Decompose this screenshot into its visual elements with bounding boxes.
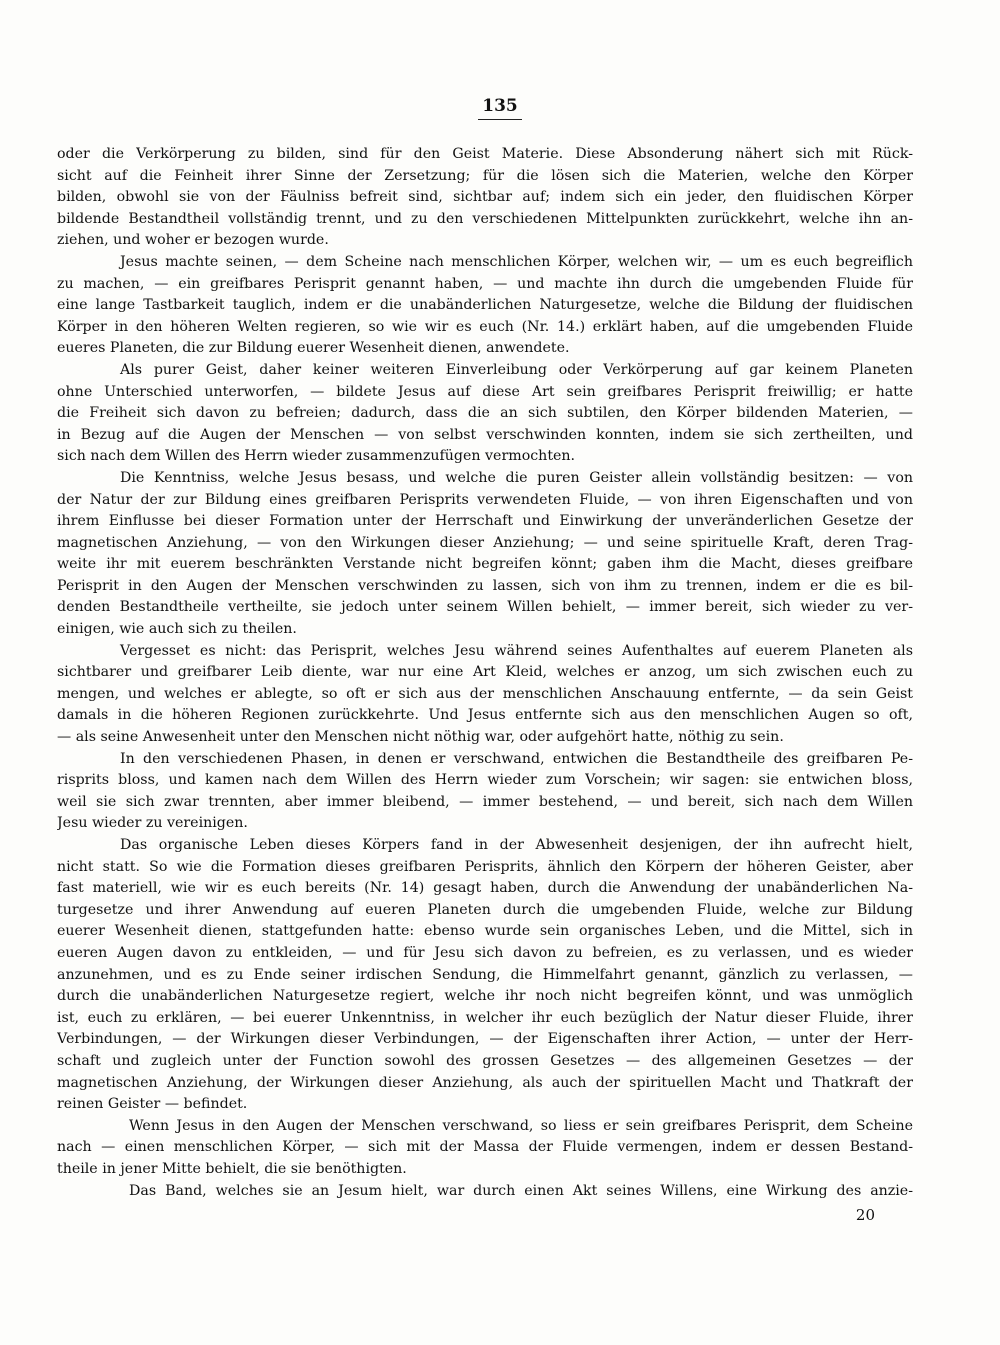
text-line: schaft und zugleich unter der Function sowohl des grossen Gesetzes — des allgemeinen Gesetzes — der (57, 1052, 913, 1069)
text-line: turgesetze und ihrer Anwendung auf eueren Planeten durch die umgebenden Fluide, welche zur Bildung (57, 901, 913, 918)
text-line: — als seine Anwesenheit unter den Menschen nicht nöthig war, oder aufgehört hatte, nöthig zu sein. (57, 729, 784, 746)
text-line: Die Kenntniss, welche Jesus besass, und welche die puren Geister allein vollständig besitzen: — von (120, 469, 913, 486)
text-line: Vergesset es nicht: das Perisprit, welches Jesu während seines Aufenthaltes auf euerem Planeten als (120, 642, 913, 659)
text-line: Perisprit in den Augen der Menschen verschwinden zu lassen, sich von ihm zu trennen, indem er die es bil- (57, 577, 913, 594)
text-line: euerer Wesenheit dienen, stattgefunden hatte: ebenso wurde sein organisches Leben, und die Mittel, sich in (57, 923, 913, 940)
text-line: nach — einen menschlichen Körper, — sich mit der Massa der Fluide vermengen, indem er dessen Bestand- (57, 1139, 913, 1156)
text-line: in Bezug auf die Augen der Menschen — von selbst verschwinden konnten, indem sie sich zertheilten, und (57, 426, 913, 443)
text-line: anzunehmen, und es zu Ende seiner irdischen Sendung, die Himmelfahrt genannt, gänzlich zu verlassen, — (57, 966, 913, 983)
text-line: mengen, und welches er ablegte, so oft er sich aus der menschlichen Anschauung entfernte, — da sein Geist (57, 685, 913, 702)
text-line: eueren Augen davon zu entkleiden, — und für Jesu sich davon zu befreien, es zu verlassen, und es wieder (57, 944, 913, 961)
text-line: risprits bloss, und kamen nach dem Willen des Herrn wieder zum Vorschein; wir sagen: sie entwichen bloss, (57, 772, 913, 789)
text-line: damals in die höheren Regionen zurückkehrte. Und Jesus entfernte sich aus den menschlichen Augen so oft, (57, 707, 913, 724)
text-line: ohne Unterschied unterworfen, — bildete Jesus auf diese Art sein greifbares Perisprit freiwillig; er hatte (57, 383, 913, 400)
text-line: theile in jener Mitte behielt, die sie benöthigten. (57, 1160, 407, 1177)
page-number (0, 96, 1000, 120)
text-line: einigen, wie auch sich zu theilen. (57, 621, 297, 638)
body-text (57, 144, 913, 1202)
text-line: der Natur der zur Bildung eines greifbaren Perisprits verwendeten Fluide, — von ihren Eigenschaften und von (57, 491, 913, 508)
text-line: bildende Bestandtheil vollständig trennt, und zu den verschiedenen Mittelpunkten zurückkehrt, welche ihn an- (57, 210, 913, 227)
text-line: durch die unabänderlichen Naturgesetze regiert, welche ihr noch nicht begreifen könnt, und was unmöglich (57, 988, 913, 1005)
text-line: ihrem Einflusse bei dieser Formation unter der Herrschaft und Einwirkung der unveränderlichen Gesetze der (57, 513, 913, 530)
text-line: ist, euch zu erklären, — bei euerer Unkenntniss, in welcher ihr euch bezüglich der Natur dieser Fluide, ihrer (57, 1009, 913, 1026)
text-line: Wenn Jesus in den Augen der Menschen verschwand, so liess er sein greifbares Perisprit, dem Scheine (129, 1117, 913, 1134)
text-line: Jesus machte seinen, — dem Scheine nach menschlichen Körper, welchen wir, — um es euch begreiflich (120, 253, 913, 270)
text-line: oder die Verkörperung zu bilden, sind für den Geist Materie. Diese Absonderung nähert sich mit Rück- (57, 146, 913, 162)
text-line: sicht auf die Feinheit ihrer Sinne der Zersetzung; für die lösen sich die Materien, welche den Körper (57, 167, 913, 184)
text-line: Körper in den höheren Welten regieren, so wie wir es euch (Nr. 14.) erklärt haben, auf die umgebenden Fluide (57, 318, 913, 335)
text-line: weil sie sich zwar trennten, aber immer bleibend, — immer bestehend, — und bereit, sich nach dem Willen (57, 793, 913, 810)
text-line: Jesu wieder zu vereinigen. (57, 815, 248, 832)
text-line: Verbindungen, — der Wirkungen dieser Verbindungen, — der Eigenschaften ihrer Action, — unter der Herr- (57, 1031, 913, 1048)
text-line: sichtbarer und greifbarer Leib diente, war nur eine Art Kleid, welches er anzog, um sich zwischen euch zu (57, 664, 913, 681)
page-number-underline (478, 119, 522, 120)
text-line: eueres Planeten, die zur Bildung euerer Wesenheit dienen, anwendete. (57, 340, 570, 357)
text-line: denden Bestandtheile vertheilte, sie jedoch unter seinem Willen behielt, — immer bereit, sich wieder zu ver- (57, 599, 913, 616)
text-line: fast materiell, wie wir es euch bereits (Nr. 14) gesagt haben, durch die Anwendung der unabänderlichen Na- (57, 880, 913, 897)
text-line: nicht statt. So wie die Formation dieses greifbaren Perisprits, ähnlich den Körpern der höheren Geister, aber (57, 858, 913, 875)
text-line: weite ihr mit euerem beschränkten Verstande nicht begreifen könnt; gaben ihm die Macht, dieses greifbare (57, 556, 913, 573)
text-line: ziehen, und woher er bezogen wurde. (57, 232, 329, 249)
text-line: In den verschiedenen Phasen, in denen er verschwand, entwichen die Bestandtheile des greifbaren Pe- (120, 750, 913, 767)
text-line: zu machen, — ein greifbares Perisprit genannt haben, — und machte ihn durch die umgebenden Fluide für (57, 275, 913, 292)
text-line: magnetischen Anziehung, der Wirkungen dieser Anziehung, als auch der spirituellen Macht und Thatkraft der (57, 1074, 913, 1091)
text-line: die Freiheit sich davon zu befreien; dadurch, dass die an sich subtilen, den Körper bildenden Materien, — (57, 405, 913, 422)
text-line: magnetischen Anziehung, — von den Wirkungen dieser Anziehung; — und seine spirituelle Kraft, deren Trag- (57, 534, 913, 551)
text-line: bilden, obwohl sie von der Fäulniss befreit sind, sichtbar auf; indem sich ein jeder, den fluidischen Körper (57, 189, 913, 206)
page-number-text: 135 (482, 96, 518, 116)
text-line: eine lange Tastbarkeit tauglich, indem er die unabänderlichen Naturgesetze, welche die Bildung der fluidischen (57, 297, 913, 314)
text-line: Das organische Leben dieses Körpers fand in der Abwesenheit desjenigen, der ihn aufrecht hielt, (120, 837, 913, 853)
text-line: Das Band, welches sie an Jesum hielt, war durch einen Akt seines Willens, eine Wirkung des anzie- (129, 1182, 913, 1199)
signature-mark: 20 (855, 1206, 875, 1224)
text-line: sich nach dem Willen des Herrn wieder zusammenzufügen vermochten. (57, 448, 576, 465)
text-line: Als purer Geist, daher keiner weiteren Einverleibung oder Verkörperung auf gar keinem Planeten (120, 361, 913, 378)
text-line: reinen Geister — befindet. (57, 1096, 248, 1113)
